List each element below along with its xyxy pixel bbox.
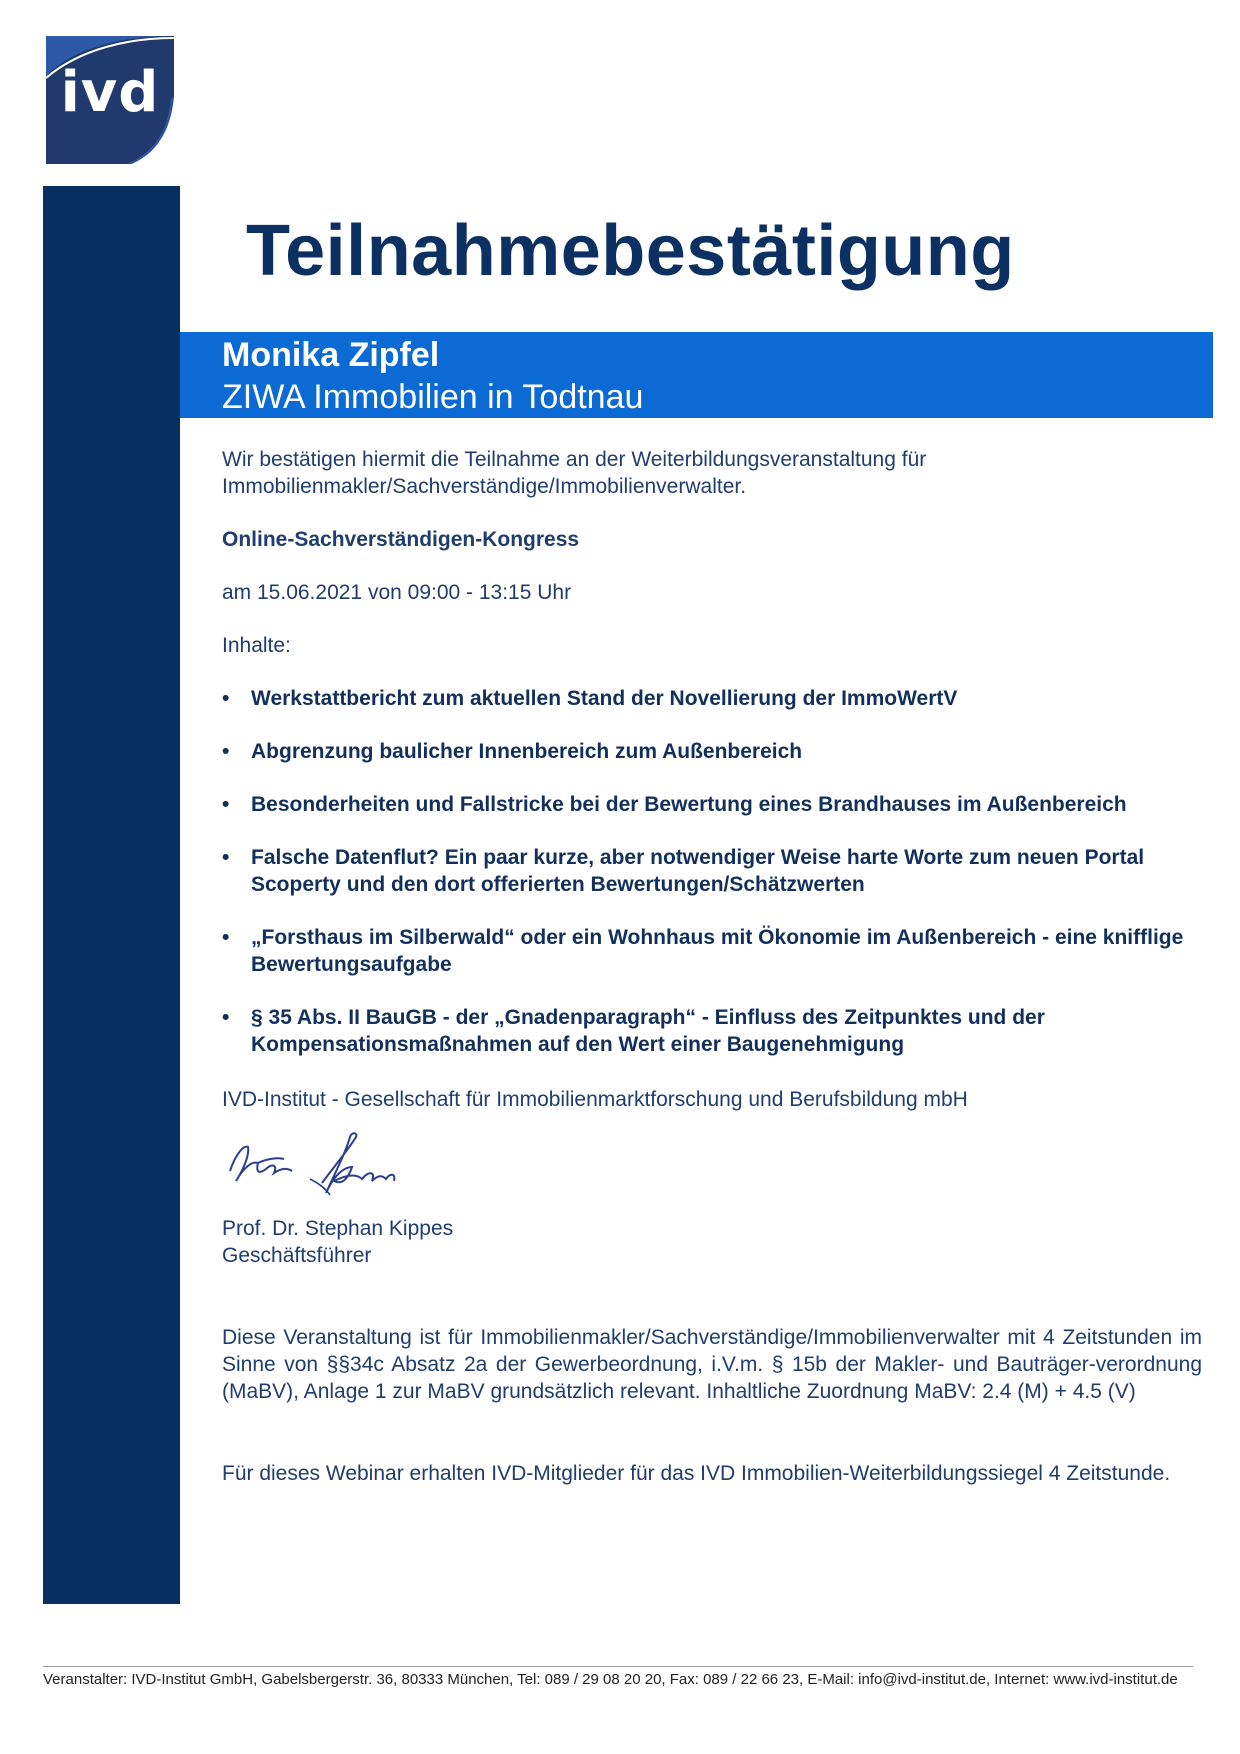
topic-text: Abgrenzung baulicher Innenbereich zum Außenbereich [251,740,803,763]
participant-name: Monika Zipfel [222,336,440,374]
logo-text: ivd [60,60,160,125]
topic-text: Werkstattbericht zum aktuellen Stand der Novellierung der ImmoWertV [251,687,958,710]
topic-text: Besonderheiten und Fallstricke bei der Bewertung eines Brandhauses im Außenbereich [251,793,1127,816]
sidebar-bar [43,186,180,1604]
bullet-icon: • [222,1006,230,1029]
footer-divider [43,1666,1193,1667]
bullet-icon: • [222,687,230,710]
list-item [222,924,1202,978]
institute-name: IVD-Institut - Gesellschaft für Immobilienmarktforschung und Berufsbildung mbH [222,1088,968,1111]
list-item [222,738,1202,765]
bullet-icon: • [222,926,230,949]
disclaimer-text: Diese Veranstaltung ist für Immobilienmakler/Sachverständige/Immobilienverwalter mit 4 Zeitstunden im Sinne von §§34c Absatz 2a der Gewerbeordnung, i.V.m. § 15b der Makler- und Bauträger-verordnung (MaBV), Anlage 1 zur MaBV grundsätzlich relevant. Inhaltliche Zuordnung MaBV: 2.4 (M) + 4.5 (V) [222,1326,1202,1403]
event-title: Online-Sachverständigen-Kongress [222,528,580,551]
list-item [222,685,1202,712]
webinar-note: Für dieses Webinar erhalten IVD-Mitglieder für das IVD Immobilien-Weiterbildungssiegel 4 Zeitstunde. [222,1462,1171,1485]
footer-text: Veranstalter: IVD-Institut GmbH, Gabelsbergerstr. 36, 80333 München, Tel: 089 / 29 08 20 20, Fax: 089 / 22 66 23, E-Mail: info@ivd-institut.de, Internet: www.ivd-institut.de [43,1671,1178,1688]
topic-text: Falsche Datenflut? Ein paar kurze, aber notwendiger Weise harte Worte zum neuen Portal Scoperty und den dort offerierten Bewertungen/Schätzwerten [251,846,1145,896]
bullet-icon: • [222,740,230,763]
list-item [222,1004,1202,1058]
participant-company: ZIWA Immobilien in Todtnau [222,378,644,416]
list-item [222,791,1202,818]
topic-text: „Forsthaus im Silberwald“ oder ein Wohnhaus mit Ökonomie im Außenbereich - eine knifflige Bewertungsaufgabe [251,926,1184,976]
contents-label: Inhalte: [222,634,291,657]
event-date: am 15.06.2021 von 09:00 - 13:15 Uhr [222,581,572,604]
page-title: Teilnahmebestätigung [246,211,1015,291]
topic-list [222,685,1202,1058]
certificate-body [222,446,1202,1487]
signer-name: Prof. Dr. Stephan Kippes [222,1217,454,1240]
signature-icon [222,1123,422,1201]
participant-banner [180,332,1213,418]
ivd-logo [46,36,174,164]
signer-role: Geschäftsführer [222,1244,372,1267]
bullet-icon: • [222,793,230,816]
bullet-icon: • [222,846,230,869]
intro-text: Wir bestätigen hiermit die Teilnahme an der Weiterbildungsveranstaltung für Immobilienmakler/Sachverständige/Immobilienverwalter. [222,448,927,498]
list-item [222,844,1202,898]
topic-text: § 35 Abs. II BauGB - der „Gnadenparagraph“ - Einfluss des Zeitpunktes und der Kompensationsmaßnahmen auf den Wert einer Baugenehmigung [251,1006,1045,1056]
